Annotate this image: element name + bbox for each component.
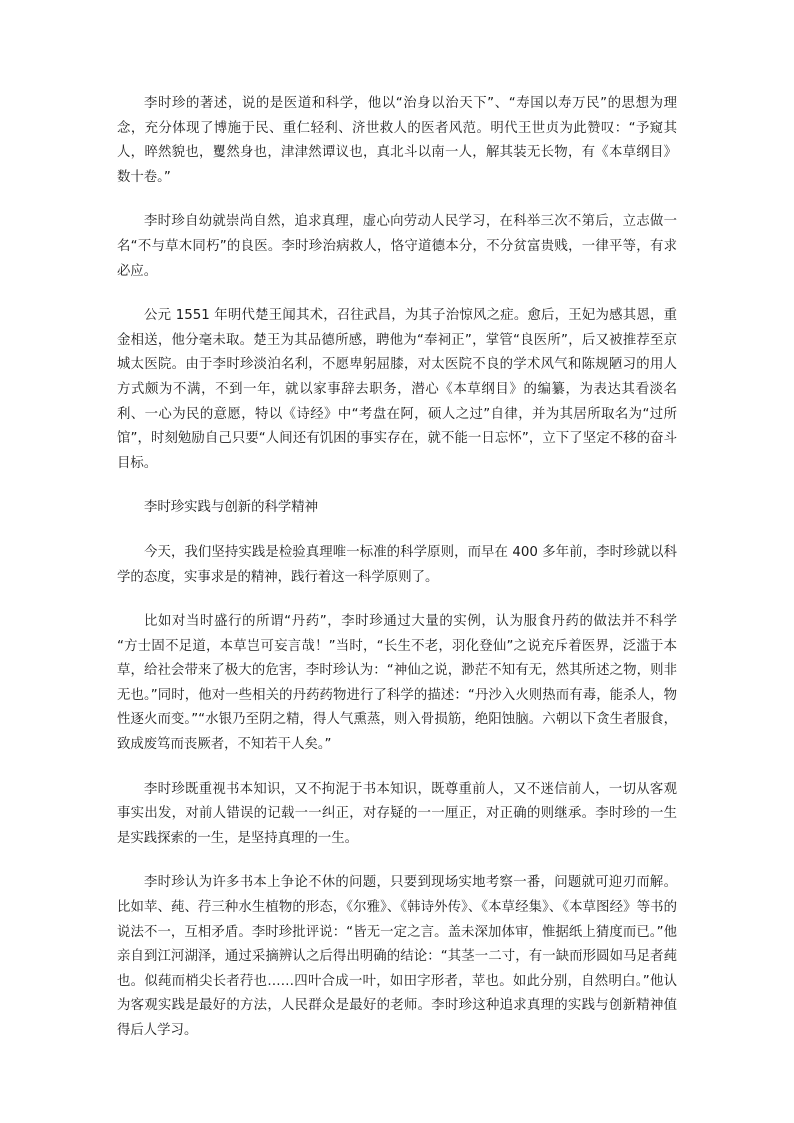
paragraph-elixir-critique: 比如对当时盛行的所谓“丹药”，李时珍通过大量的实例，认为服食丹药的做法并不科学 “方士固不足道，本草岂可妄言哉！”当时，“长生不老，羽化登仙”之说充斥着医界，泛滥于本草，给社会带来了极大的危害，李时珍认为：“神仙之说，渺茫不知有无，然其所述之物，则非无也。”同时，他对一些相关的丹药药物进行了科学的描述：“丹沙入火则热而有毒，能杀人，物性逐火而变。”“水银乃至阴之精，得人气熏蒸，则入骨损筋，绝阳蚀脑。六朝以下贪生者服食，致成废笃而丧厥者，不知若干人矣。” <box>117 614 677 753</box>
paragraph-field-investigation: 李时珍认为许多书本上争论不休的问题，只要到现场实地考察一番，问题就可迎刃而解。比如苹、莼、荇三种水生植物的形态，《尔雅》、《韩诗外传》、《本草经集》、《本草图经》等书的说法不一，互相矛盾。李时珍批评说：“皆无一定之言。盖未深加体审，惟据纸上猜度而已。”他亲自到江河湖泽，通过采摘辨认之后得出明确的结论：“其茎一二寸，有一缺而形圆如马足者莼也。似莼而梢尖长者荇也……四叶合成一叶，如田字形者，苹也。如此分别，自然明白。”他认为客观实践是最好的方法，人民群众是最好的老师。李时珍这种追求真理的实践与创新精神值得后人学习。 <box>117 875 677 1038</box>
paragraph-works-philosophy: 李时珍的著述，说的是医道和科学，他以“治身以治天下”、“寿国以寿万民”的思想为理念，充分体现了博施于民、重仁轻利、济世救人的医者风范。明代王世贞为此赞叹：“予窥其人，晬然貌也，矍然身也，津津然谭议也，真北斗以南一人，解其装无长物，有《本草纲目》数十卷。” <box>117 96 677 185</box>
paragraph-early-life: 李时珍自幼就崇尚自然，追求真理，虚心向劳动人民学习，在科举三次不第后，立志做一名“不与草木同朽”的良医。李时珍治病救人，恪守道德本分，不分贫富贵贱，一律平等，有求必应。 <box>117 214 677 279</box>
paragraph-wuchang-1551: 公元 1551 年明代楚王闻其术，召往武昌，为其子治惊风之症。愈后，王妃为感其恩，重金相送，他分毫未取。楚王为其品德所感，聘他为“奉祠正”，掌管“良医所”，后又被推荐至京城太医院。由于李时珍淡泊名利，不愿卑躬屈膝，对太医院不良的学术风气和陈规陋习的用人方式颇为不满，不到一年，就以家事辞去职务，潜心《本草纲目》的编纂，为表达其看淡名利、一心为民的意愿，特以《诗经》中“考盘在阿，硕人之过”自律，并为其居所取名为“过所馆”，时刻勉励自己只要“人间还有饥困的事实存在，就不能一日忘怀”，立下了坚定不移的奋斗目标。 <box>117 308 677 471</box>
document-page <box>117 92 677 1064</box>
paragraph-practice-principle: 今天，我们坚持实践是检验真理唯一标准的科学原则，而早在 400 多年前，李时珍就以科学的态度，实事求是的精神，践行着这一科学原则了。 <box>117 544 677 585</box>
paragraph-book-knowledge: 李时珍既重视书本知识，又不拘泥于书本知识，既尊重前人，又不迷信前人，一切从客观事实出发，对前人错误的记载一一纠正，对存疑的一一厘正，对正确的则继承。李时珍的一生是实践探索的一生，是坚持真理的一生。 <box>117 781 677 846</box>
section-heading: 李时珍实践与创新的科学精神 <box>144 500 319 516</box>
